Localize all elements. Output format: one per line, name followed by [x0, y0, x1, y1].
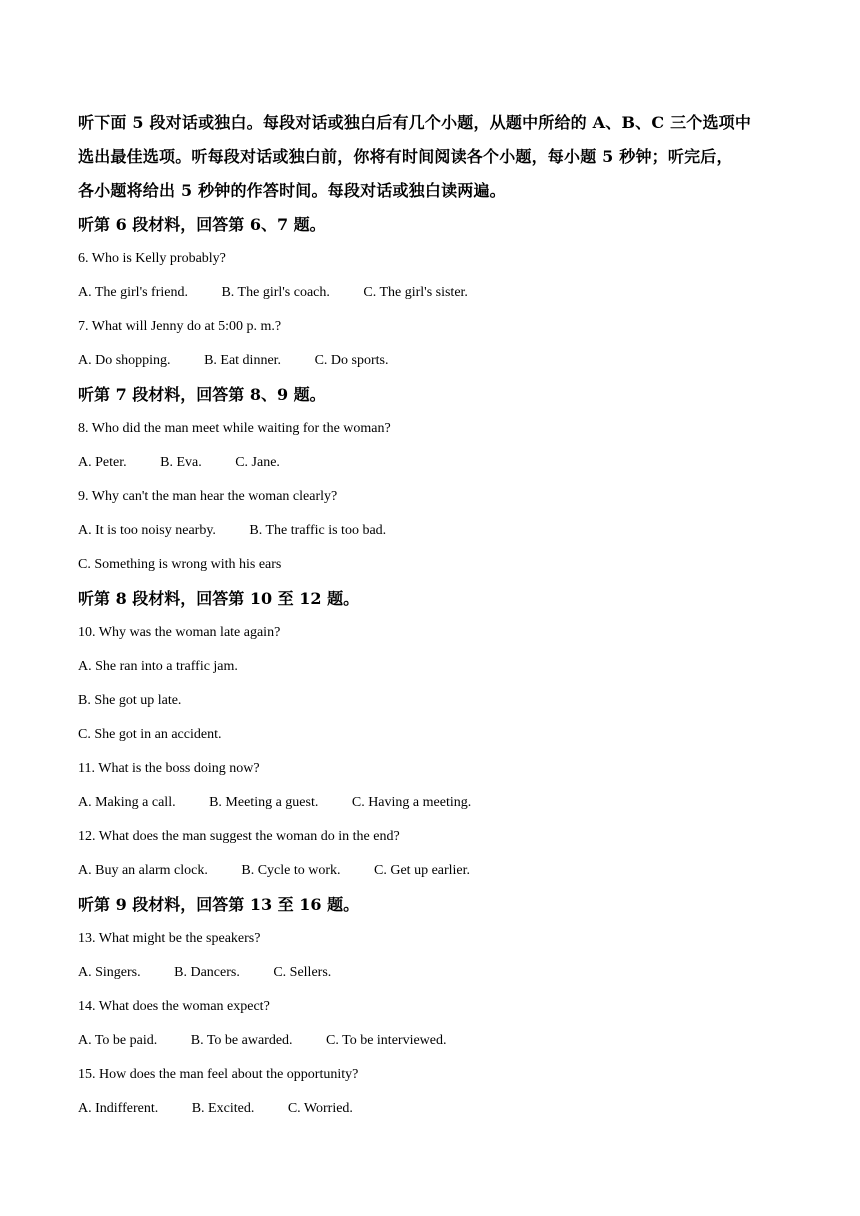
option-b: B. Meeting a guest.	[209, 795, 319, 810]
options-row	[78, 344, 782, 378]
option-a: A. To be paid.	[78, 1033, 158, 1048]
option-c: C. Having a meeting.	[351, 795, 472, 810]
question-7: 7. What will Jenny do at 5:00 p. m.?	[78, 319, 282, 334]
option-c: C. Do sports.	[314, 353, 389, 368]
option-c: C. Get up earlier.	[374, 863, 471, 878]
option-b: B. The girl's coach.	[221, 285, 330, 300]
options-row	[78, 548, 782, 582]
option-a: A. Indifferent.	[78, 1101, 159, 1116]
question-15: 15. How does the man feel about the opportunity?	[78, 1067, 359, 1082]
instructions-line-1: 听下面 5 段对话或独白。每段对话或独白后有几个小题，从题中所给的 A、B、C 三个选项中	[78, 113, 752, 132]
question-9: 9. Why can't the man hear the woman clearly?	[78, 489, 338, 504]
options-row	[78, 514, 782, 548]
option-a: A. Do shopping.	[78, 353, 171, 368]
option-b: B. Cycle to work.	[241, 863, 341, 878]
option-b: B. She got up late.	[78, 693, 182, 708]
option-c: C. Jane.	[235, 455, 280, 470]
option-a: A. Peter.	[78, 455, 127, 470]
option-c: C. She got in an accident.	[78, 727, 222, 742]
instructions	[78, 106, 782, 208]
option-b: B. Excited.	[191, 1101, 255, 1116]
option-a: A. The girl's friend.	[78, 285, 188, 300]
options-row	[78, 1024, 782, 1058]
options-row	[78, 684, 782, 718]
options-row	[78, 956, 782, 990]
option-b: B. Eat dinner.	[204, 353, 282, 368]
section-heading-8: 听第 8 段材料，回答第 10 至 12 题。	[78, 589, 360, 608]
option-c: C. To be interviewed.	[326, 1033, 447, 1048]
question-6: 6. Who is Kelly probably?	[78, 251, 226, 266]
instructions-line-2: 选出最佳选项。听每段对话或独白前，你将有时间阅读各个小题，每小题 5 秒钟；听完后，	[78, 147, 733, 166]
option-a: A. She ran into a traffic jam.	[78, 659, 238, 674]
option-c: C. Something is wrong with his ears	[78, 557, 282, 572]
question-8: 8. Who did the man meet while waiting for the woman?	[78, 421, 391, 436]
options-row	[78, 1092, 782, 1126]
question-10: 10. Why was the woman late again?	[78, 625, 281, 640]
option-c: C. The girl's sister.	[363, 285, 468, 300]
section-heading-7: 听第 7 段材料，回答第 8、9 题。	[78, 385, 326, 404]
options-row	[78, 650, 782, 684]
options-row	[78, 854, 782, 888]
option-a: A. Buy an alarm clock.	[78, 863, 208, 878]
question-13: 13. What might be the speakers?	[78, 931, 261, 946]
option-c: C. Worried.	[287, 1101, 353, 1116]
question-11: 11. What is the boss doing now?	[78, 761, 260, 776]
section-heading-6: 听第 6 段材料，回答第 6、7 题。	[78, 215, 326, 234]
options-row	[78, 786, 782, 820]
option-b: B. Eva.	[160, 455, 202, 470]
option-b: B. The traffic is too bad.	[249, 523, 387, 538]
option-a: A. It is too noisy nearby.	[78, 523, 216, 538]
option-c: C. Sellers.	[273, 965, 332, 980]
option-a: A. Making a call.	[78, 795, 176, 810]
instructions-line-3: 各小题将给出 5 秒钟的作答时间。每段对话或独白读两遍。	[78, 181, 506, 200]
options-row	[78, 276, 782, 310]
options-row	[78, 446, 782, 480]
question-12: 12. What does the man suggest the woman do in the end?	[78, 829, 400, 844]
section-heading-9: 听第 9 段材料，回答第 13 至 16 题。	[78, 895, 360, 914]
option-b: B. To be awarded.	[190, 1033, 293, 1048]
option-a: A. Singers.	[78, 965, 141, 980]
option-b: B. Dancers.	[174, 965, 240, 980]
options-row	[78, 718, 782, 752]
question-14: 14. What does the woman expect?	[78, 999, 270, 1014]
